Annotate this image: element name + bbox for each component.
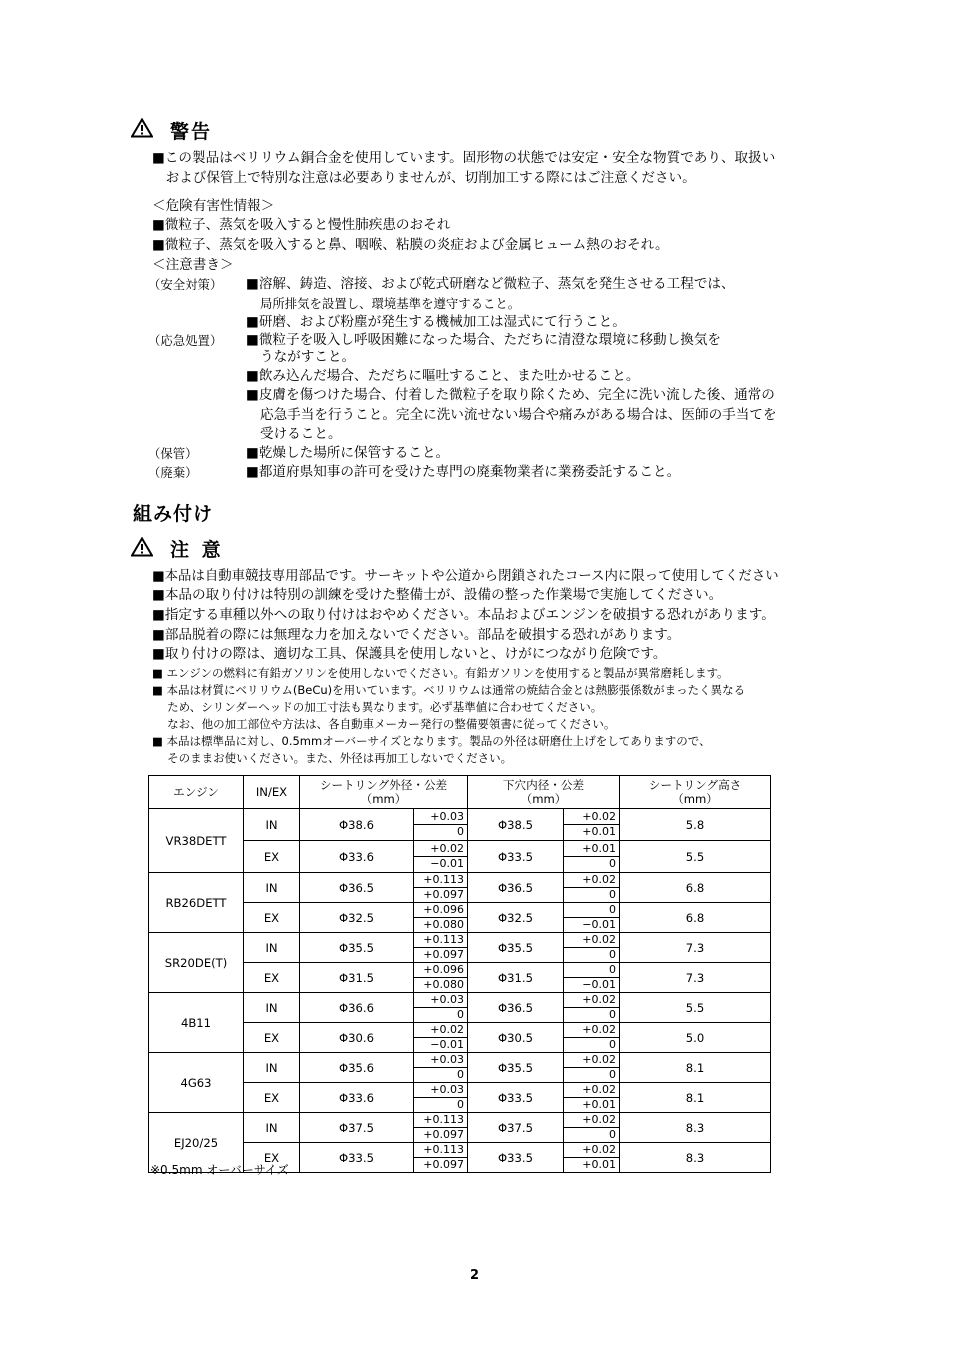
od-tolerance-cell-upper: +0.096 bbox=[414, 903, 467, 918]
od-tolerance-cell bbox=[414, 1083, 468, 1113]
bore-tolerance-cell-lower: −0.01 bbox=[582, 978, 617, 991]
inex-cell: EX bbox=[244, 903, 300, 933]
table-row bbox=[149, 873, 771, 903]
od-tolerance-cell-upper: +0.03 bbox=[414, 993, 467, 1008]
bore-tolerance-cell bbox=[564, 841, 620, 873]
od-tolerance-cell-lower: +0.097 bbox=[423, 1158, 464, 1171]
bore-tolerance-cell bbox=[564, 903, 620, 933]
engine-cell: 4G63 bbox=[149, 1053, 244, 1113]
bore-tolerance-cell-upper: +0.02 bbox=[564, 933, 619, 948]
bore-cell: Φ36.5 bbox=[468, 993, 564, 1023]
inex-cell: EX bbox=[244, 1023, 300, 1053]
inex-cell: EX bbox=[244, 841, 300, 873]
bore-tolerance-cell-lower: 0 bbox=[609, 1038, 617, 1051]
od-cell: Φ31.5 bbox=[300, 963, 414, 993]
bore-tolerance-cell-lower: −0.01 bbox=[582, 918, 617, 931]
bore-tolerance-cell-lower: +0.01 bbox=[582, 1158, 617, 1171]
bore-cell: Φ33.5 bbox=[468, 1143, 564, 1173]
safety-label: （安全対策） bbox=[148, 277, 223, 292]
od-cell: Φ36.6 bbox=[300, 993, 414, 1023]
table-header-row bbox=[149, 776, 771, 809]
height-cell: 7.3 bbox=[620, 933, 771, 963]
safety-line-1: ■溶解、鋳造、溶接、および乾式研磨など微粒子、蒸気を発生させる工程では、 bbox=[246, 276, 735, 292]
inex-cell: IN bbox=[244, 873, 300, 903]
od-tolerance-cell bbox=[414, 993, 468, 1023]
bore-cell: Φ30.5 bbox=[468, 1023, 564, 1053]
od-tolerance-cell bbox=[414, 963, 468, 993]
bore-tolerance-cell bbox=[564, 1083, 620, 1113]
bore-tolerance-cell-lower: +0.01 bbox=[582, 1098, 617, 1111]
height-header bbox=[620, 776, 771, 809]
bore-tolerance-cell-upper: +0.02 bbox=[564, 873, 619, 888]
inex-cell: IN bbox=[244, 1053, 300, 1083]
bore-tolerance-cell-upper: +0.02 bbox=[564, 810, 619, 825]
od-header bbox=[300, 776, 468, 809]
od-tolerance-cell-upper: +0.03 bbox=[414, 1083, 467, 1098]
engine-cell: VR38DETT bbox=[149, 809, 244, 873]
od-tolerance-cell-upper: +0.113 bbox=[414, 1113, 467, 1128]
od-cell: Φ33.6 bbox=[300, 841, 414, 873]
bore-tolerance-cell bbox=[564, 809, 620, 841]
warning-triangle-icon bbox=[131, 118, 153, 138]
bore-cell: Φ32.5 bbox=[468, 903, 564, 933]
bore-cell: Φ31.5 bbox=[468, 963, 564, 993]
first-aid-line-4: ■皮膚を傷つけた場合、付着した微粒子を取り除くため、完全に洗い流した後、通常の bbox=[246, 387, 775, 403]
assembly-item-4: ■部品脱着の際には無理な力を加えないでください。部品を破損する恐れがあります。 bbox=[152, 627, 681, 643]
bore-tolerance-cell-lower: 0 bbox=[609, 857, 617, 870]
od-cell: Φ35.5 bbox=[300, 933, 414, 963]
bore-tolerance-cell-upper: +0.02 bbox=[564, 1023, 619, 1038]
od-cell: Φ37.5 bbox=[300, 1113, 414, 1143]
bore-tolerance-cell-lower: 0 bbox=[609, 1008, 617, 1021]
od-tolerance-cell-lower: +0.080 bbox=[423, 978, 464, 991]
assembly-item-2: ■本品の取り付けは特別の訓練を受けた整備士が、設備の整った作業場で実施してください。 bbox=[152, 587, 723, 603]
assembly-title: 組み付け bbox=[133, 503, 214, 525]
od-tolerance-cell-lower: −0.01 bbox=[430, 857, 464, 870]
od-tolerance-cell bbox=[414, 873, 468, 903]
od-cell: Φ30.6 bbox=[300, 1023, 414, 1053]
od-tolerance-cell-upper: +0.113 bbox=[414, 873, 467, 888]
od-tolerance-cell-lower: 0 bbox=[457, 825, 464, 838]
bore-cell: Φ36.5 bbox=[468, 873, 564, 903]
assembly-small-item-3: ため、シリンダーヘッドの加工寸法も異なります。必ず基準値に合わせてください。 bbox=[152, 700, 603, 714]
inex-cell: IN bbox=[244, 993, 300, 1023]
od-header-label: シートリング外径・公差 bbox=[319, 778, 448, 792]
od-tolerance-cell-upper: +0.03 bbox=[414, 1053, 467, 1068]
od-tolerance-cell-upper: +0.113 bbox=[414, 933, 467, 948]
assembly-small-item-5: ■ 本品は標準品に対し、0.5mmオーバーサイズとなります。製品の外径は研磨仕上げをしてありますので、 bbox=[152, 734, 711, 748]
od-tolerance-cell-upper: +0.096 bbox=[414, 963, 467, 978]
height-cell: 5.5 bbox=[620, 993, 771, 1023]
hazard-item-1: ■微粒子、蒸気を吸入すると慢性肺疾患のおそれ bbox=[152, 217, 451, 233]
table-row bbox=[149, 993, 771, 1023]
hazard-heading: ＜危険有害性情報＞ bbox=[152, 198, 275, 214]
table-row bbox=[149, 933, 771, 963]
assembly-small-item-2: ■ 本品は材質にベリリウム(BeCu)を用いています。ベリリウムは通常の焼結合金とは熱膨張係数がまったく異なる bbox=[152, 683, 746, 697]
od-cell: Φ35.6 bbox=[300, 1053, 414, 1083]
height-cell: 5.5 bbox=[620, 841, 771, 873]
engine-header: エンジン bbox=[149, 776, 244, 809]
table-row bbox=[149, 1053, 771, 1083]
bore-tolerance-cell-upper: 0 bbox=[564, 963, 619, 978]
bore-cell: Φ37.5 bbox=[468, 1113, 564, 1143]
od-tolerance-cell-lower: 0 bbox=[457, 1008, 464, 1021]
od-cell: Φ33.6 bbox=[300, 1083, 414, 1113]
safety-line-2: 局所排気を設置し、環境基準を遵守すること。 bbox=[260, 296, 521, 311]
bore-tolerance-cell bbox=[564, 1143, 620, 1173]
disposal-line: ■都道府県知事の許可を受けた専門の廃棄物業者に業務委託すること。 bbox=[246, 464, 681, 480]
safety-line-3: ■研磨、および粉塵が発生する機械加工は湿式にて行うこと。 bbox=[246, 314, 626, 330]
od-cell: Φ38.6 bbox=[300, 809, 414, 841]
bore-cell: Φ33.5 bbox=[468, 841, 564, 873]
bore-cell: Φ35.5 bbox=[468, 1053, 564, 1083]
storage-line: ■乾燥した場所に保管すること。 bbox=[246, 445, 450, 461]
engine-cell: SR20DE(T) bbox=[149, 933, 244, 993]
assembly-small-item-1: ■ エンジンの燃料に有鉛ガソリンを使用しないでください。有鉛ガソリンを使用すると製品が異常磨耗します。 bbox=[152, 666, 729, 680]
first-aid-label: （応急処置） bbox=[148, 333, 223, 348]
assembly-small-item-4: なお、他の加工部位や方法は、各自動車メーカー発行の整備要領書に従ってください。 bbox=[152, 717, 616, 731]
bore-cell: Φ33.5 bbox=[468, 1083, 564, 1113]
bore-header-unit: （mm） bbox=[520, 792, 567, 806]
inex-header: IN/EX bbox=[244, 776, 300, 809]
height-header-label: シートリング高さ bbox=[648, 778, 742, 792]
page-number: 2 bbox=[470, 1268, 480, 1283]
bore-tolerance-cell-upper: +0.02 bbox=[564, 1143, 619, 1158]
od-tolerance-cell-upper: +0.113 bbox=[414, 1143, 467, 1158]
inex-cell: IN bbox=[244, 933, 300, 963]
bore-tolerance-cell-lower: 0 bbox=[609, 1128, 617, 1141]
height-cell: 5.8 bbox=[620, 809, 771, 841]
engine-cell: RB26DETT bbox=[149, 873, 244, 933]
bore-tolerance-cell bbox=[564, 993, 620, 1023]
bore-tolerance-cell-upper: +0.02 bbox=[564, 1053, 619, 1068]
bore-tolerance-cell bbox=[564, 963, 620, 993]
warning-title: 警告 bbox=[170, 121, 213, 143]
od-tolerance-cell bbox=[414, 903, 468, 933]
assembly-small-item-6: そのままお使いください。また、外径は再加工しないでください。 bbox=[152, 751, 513, 765]
od-tolerance-cell-lower: +0.097 bbox=[423, 1128, 464, 1141]
od-tolerance-cell-lower: +0.097 bbox=[423, 948, 464, 961]
bore-tolerance-cell-upper: +0.02 bbox=[564, 1113, 619, 1128]
bore-tolerance-cell-upper: +0.02 bbox=[564, 993, 619, 1008]
first-aid-line-6: 受けること。 bbox=[260, 426, 342, 442]
od-tolerance-cell bbox=[414, 1053, 468, 1083]
bore-tolerance-cell bbox=[564, 1113, 620, 1143]
seat-ring-spec-table bbox=[148, 775, 771, 1173]
od-tolerance-cell bbox=[414, 841, 468, 873]
bore-tolerance-cell bbox=[564, 1023, 620, 1053]
inex-cell: EX bbox=[244, 1083, 300, 1113]
bore-tolerance-cell bbox=[564, 1053, 620, 1083]
height-cell: 8.3 bbox=[620, 1113, 771, 1143]
inex-cell: EX bbox=[244, 963, 300, 993]
od-tolerance-cell-upper: +0.02 bbox=[414, 842, 467, 857]
bore-cell: Φ38.5 bbox=[468, 809, 564, 841]
od-tolerance-cell-lower: 0 bbox=[457, 1098, 464, 1111]
height-cell: 6.8 bbox=[620, 873, 771, 903]
od-header-unit: （mm） bbox=[360, 792, 407, 806]
bore-tolerance-cell-lower: 0 bbox=[609, 1068, 617, 1081]
od-tolerance-cell-lower: +0.080 bbox=[423, 918, 464, 931]
bore-tolerance-cell bbox=[564, 933, 620, 963]
od-tolerance-cell bbox=[414, 809, 468, 841]
height-cell: 8.1 bbox=[620, 1083, 771, 1113]
warning-intro-line-2: および保管上で特別な注意は必要ありませんが、切削加工する際にはご注意ください。 bbox=[152, 170, 696, 186]
height-cell: 5.0 bbox=[620, 1023, 771, 1053]
bore-header-label: 下穴内径・公差 bbox=[502, 778, 585, 792]
caution-title: 注 意 bbox=[170, 539, 224, 561]
engine-cell: EJ20/25 bbox=[149, 1113, 244, 1173]
assembly-item-3: ■指定する車種以外への取り付けはおやめください。本品およびエンジンを破損する恐れがあります。 bbox=[152, 607, 775, 623]
oversize-note: ※0.5mm オーバーサイズ bbox=[150, 1163, 289, 1177]
height-cell: 8.3 bbox=[620, 1143, 771, 1173]
od-tolerance-cell-upper: +0.02 bbox=[414, 1023, 467, 1038]
table-row bbox=[149, 1113, 771, 1143]
height-cell: 6.8 bbox=[620, 903, 771, 933]
first-aid-line-5: 応急手当を行うこと。完全に洗い流せない場合や痛みがある場合は、医師の手当てを bbox=[260, 407, 777, 423]
inex-cell: EX bbox=[244, 1143, 300, 1173]
bore-tolerance-cell bbox=[564, 873, 620, 903]
storage-label: （保管） bbox=[148, 446, 198, 461]
height-cell: 7.3 bbox=[620, 963, 771, 993]
od-tolerance-cell-lower: −0.01 bbox=[430, 1038, 464, 1051]
height-header-unit: （mm） bbox=[672, 792, 718, 806]
od-cell: Φ32.5 bbox=[300, 903, 414, 933]
od-tolerance-cell bbox=[414, 1143, 468, 1173]
bore-tolerance-cell-lower: +0.01 bbox=[582, 825, 617, 838]
first-aid-line-3: ■飲み込んだ場合、ただちに嘔吐すること、また吐かせること。 bbox=[246, 368, 640, 384]
caution-triangle-icon bbox=[131, 537, 153, 557]
od-cell: Φ36.5 bbox=[300, 873, 414, 903]
bore-tolerance-cell-lower: 0 bbox=[609, 948, 617, 961]
od-tolerance-cell bbox=[414, 1113, 468, 1143]
hazard-item-2: ■微粒子、蒸気を吸入すると鼻、咽喉、粘膜の炎症および金属ヒューム熱のおそれ。 bbox=[152, 237, 669, 253]
bore-tolerance-cell-upper: +0.01 bbox=[564, 842, 619, 857]
first-aid-line-2: うながすこと。 bbox=[260, 349, 356, 365]
warning-intro-line-1: ■この製品はベリリウム銅合金を使用しています。固形物の状態では安定・安全な物質であり、取扱い bbox=[152, 150, 776, 166]
od-tolerance-cell-lower: +0.097 bbox=[423, 888, 464, 901]
first-aid-line-1: ■微粒子を吸入し呼吸困難になった場合、ただちに清澄な環境に移動し換気を bbox=[246, 332, 722, 348]
bore-tolerance-cell-lower: 0 bbox=[609, 888, 617, 901]
caution-heading: ＜注意書き＞ bbox=[152, 257, 234, 273]
od-tolerance-cell-upper: +0.03 bbox=[414, 810, 467, 825]
od-tolerance-cell bbox=[414, 1023, 468, 1053]
bore-tolerance-cell-upper: 0 bbox=[564, 903, 619, 918]
assembly-item-5: ■取り付けの際は、適切な工具、保護具を使用しないと、けがにつながり危険です。 bbox=[152, 646, 667, 662]
inex-cell: IN bbox=[244, 1113, 300, 1143]
bore-cell: Φ35.5 bbox=[468, 933, 564, 963]
od-tolerance-cell-lower: 0 bbox=[457, 1068, 464, 1081]
height-cell: 8.1 bbox=[620, 1053, 771, 1083]
inex-cell: IN bbox=[244, 809, 300, 841]
od-tolerance-cell bbox=[414, 933, 468, 963]
bore-header bbox=[468, 776, 620, 809]
assembly-item-1: ■本品は自動車競技専用部品です。サーキットや公道から閉鎖されたコース内に限って使用してください bbox=[152, 569, 779, 584]
table-row bbox=[149, 809, 771, 841]
bore-tolerance-cell-upper: +0.02 bbox=[564, 1083, 619, 1098]
od-cell: Φ33.5 bbox=[300, 1143, 414, 1173]
disposal-label: （廃棄） bbox=[148, 465, 198, 480]
engine-cell: 4B11 bbox=[149, 993, 244, 1053]
